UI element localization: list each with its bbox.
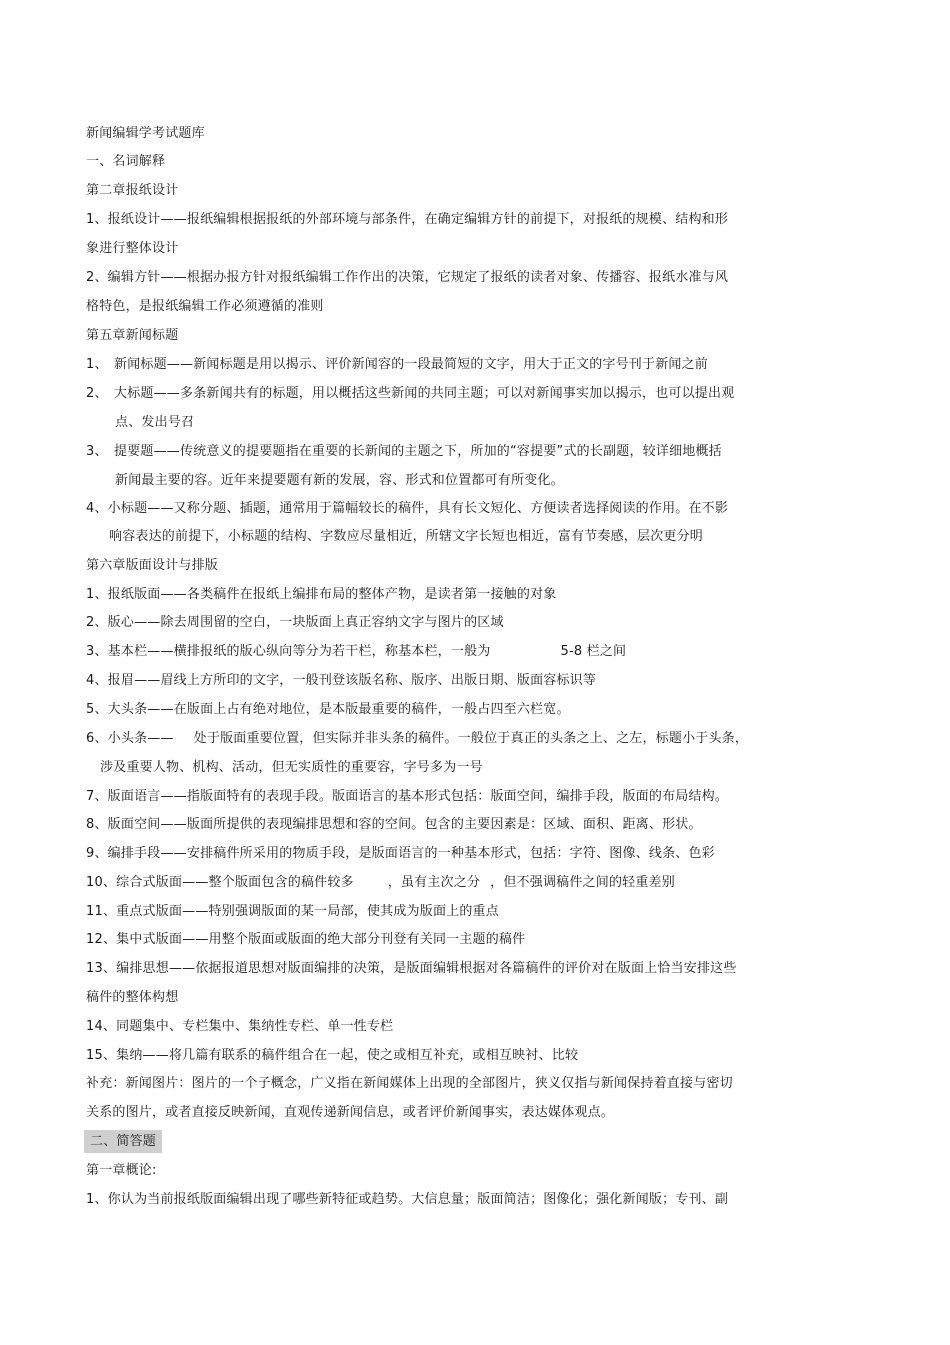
paragraph-line: 2、编辑方针——根据办报方针对报纸编辑工作作出的决策，它规定了报纸的读者对象、传播容、报纸水准与风: [86, 270, 729, 285]
paragraph-line: 5、大头条——在版面上占有绝对地位，是本版最重要的稿件，一般占四至六栏宽。: [86, 702, 570, 717]
paragraph-line: 1、你认为当前报纸版面编辑出现了哪些新特征或趋势。大信息量；版面简洁；图像化；强化新闻版；专刊、副: [86, 1192, 729, 1207]
paragraph-line: 11、重点式版面——特别强调版面的某一局部，使其成为版面上的重点: [86, 904, 499, 919]
paragraph-line: [86, 443, 722, 461]
document-title: 新闻编辑学考试题库: [86, 126, 205, 141]
paragraph-line: 12、集中式版面——用整个版面或版面的绝大部分刊登有关同一主题的稿件: [86, 932, 526, 947]
paragraph-line: 1、报纸版面——各类稿件在报纸上编排布局的整体产物，是读者第一接触的对象: [86, 587, 557, 602]
item-text: ，虽有主次之分: [387, 875, 481, 890]
paragraph-line: 涉及重要人物、机构、活动，但无实质性的重要容，字号多为一号: [100, 760, 483, 775]
paragraph-line: 14、同题集中、专栏集中、集纳性专栏、单一性专栏: [86, 1019, 394, 1034]
paragraph-line: 点、发出号召: [115, 415, 195, 430]
item-number: 2、: [86, 386, 108, 401]
paragraph-line: 4、小标题——又称分题、插题，通常用于篇幅较长的稿件，具有长文短化、方便读者选择阅读的作用。在不影: [86, 501, 729, 516]
item-text: ，但不强调稿件之间的轻重差别: [490, 875, 675, 890]
chapter-heading: 第二章报纸设计: [86, 183, 179, 198]
paragraph-line: 8、版面空间——版面所提供的表现编排思想和容的空间。包含的主要因素是：区域、面积、距离、形状。: [86, 817, 702, 832]
paragraph-line: [86, 643, 626, 661]
paragraph-line: 象进行整体设计: [86, 241, 179, 256]
paragraph-line: 4、报眉——眉线上方所印的文字，一般刊登该版名称、版序、出版日期、版面容标识等: [86, 673, 597, 688]
paragraph-line: 9、编排手段——安排稿件所采用的物质手段，是版面语言的一种基本形式，包括：字符、图像、线条、色彩: [86, 846, 715, 861]
item-text: 提要题——传统意义的提要题指在重要的长新闻的主题之下，所加的“容提要”式的长副题，较详细地概括: [114, 444, 722, 459]
section-heading-short-answer: [86, 1133, 162, 1151]
paragraph-line: [86, 730, 748, 748]
paragraph-line: 格特色，是报纸编辑工作必须遵循的准则: [86, 299, 324, 314]
paragraph-line: 响容表达的前提下，小标题的结构、字数应尽量相近，所辖文字长短也相近，富有节奏感，层次更分明: [109, 529, 704, 544]
paragraph-line: 2、版心——除去周围留的空白，一块版面上真正容纳文字与图片的区域: [86, 615, 504, 630]
item-text: 10、综合式版面——整个版面包含的稿件较多: [86, 875, 354, 890]
chapter-heading: 第一章概论:: [86, 1163, 157, 1178]
item-number: 1、: [86, 357, 108, 372]
paragraph-line: 关系的图片，或者直接反映新闻，直观传递新闻信息，或者评价新闻事实，表达媒体观点。: [86, 1105, 615, 1120]
item-text: 3、基本栏——横排报纸的版心纵向等分为若干栏，称基本栏，一般为: [86, 644, 491, 659]
paragraph-line: 15、集纳——将几篇有联系的稿件组合在一起，使之或相互补充，或相互映衬、比较: [86, 1048, 579, 1063]
paragraph-line: 13、编排思想——依据报道思想对版面编排的决策，是版面编辑根据对各篇稿件的评价对在版面上恰当安排这些: [86, 961, 737, 976]
paragraph-line: [86, 874, 675, 892]
section-heading-terms: 一、名词解释: [86, 154, 166, 169]
paragraph-line: 7、版面语言——指版面特有的表现手段。版面语言的基本形式包括：版面空间，编排手段，版面的布局结构。: [86, 789, 729, 804]
item-text: 6、小头条——: [86, 731, 174, 746]
item-text: 新闻标题——新闻标题是用以揭示、评价新闻容的一段最简短的文字，用大于正文的字号刊于新闻之前: [114, 357, 709, 372]
paragraph-line: [86, 356, 708, 374]
paragraph-line: 新闻最主要的容。近年来提要题有新的发展，容、形式和位置都可有所变化。: [115, 473, 564, 488]
paragraph-line: [86, 385, 734, 403]
chapter-heading: 第六章版面设计与排版: [86, 558, 219, 573]
item-text: 5-8 栏之间: [560, 644, 627, 659]
item-text: 大标题——多条新闻共有的标题，用以概括这些新闻的共同主题；可以对新闻事实加以揭示，也可以提出观: [114, 386, 735, 401]
paragraph-line: 稿件的整体构想: [86, 990, 179, 1005]
paragraph-line: 1、报纸设计——报纸编辑根据报纸的外部环境与部条件，在确定编辑方针的前提下，对报纸的规模、结构和形: [86, 212, 729, 227]
chapter-heading: 第五章新闻标题: [86, 328, 179, 343]
item-text: 处于版面重要位置，但实际并非头条的稿件。一般位于真正的头条之上、之左，标题小于头条，: [193, 731, 749, 746]
paragraph-line: 补充：新闻图片：图片的一个子概念，广义指在新闻媒体上出现的全部图片，狭义仅指与新闻保持着直接与密切: [86, 1076, 733, 1091]
highlighted-heading: 二、简答题: [84, 1130, 162, 1153]
item-number: 3、: [86, 444, 108, 459]
